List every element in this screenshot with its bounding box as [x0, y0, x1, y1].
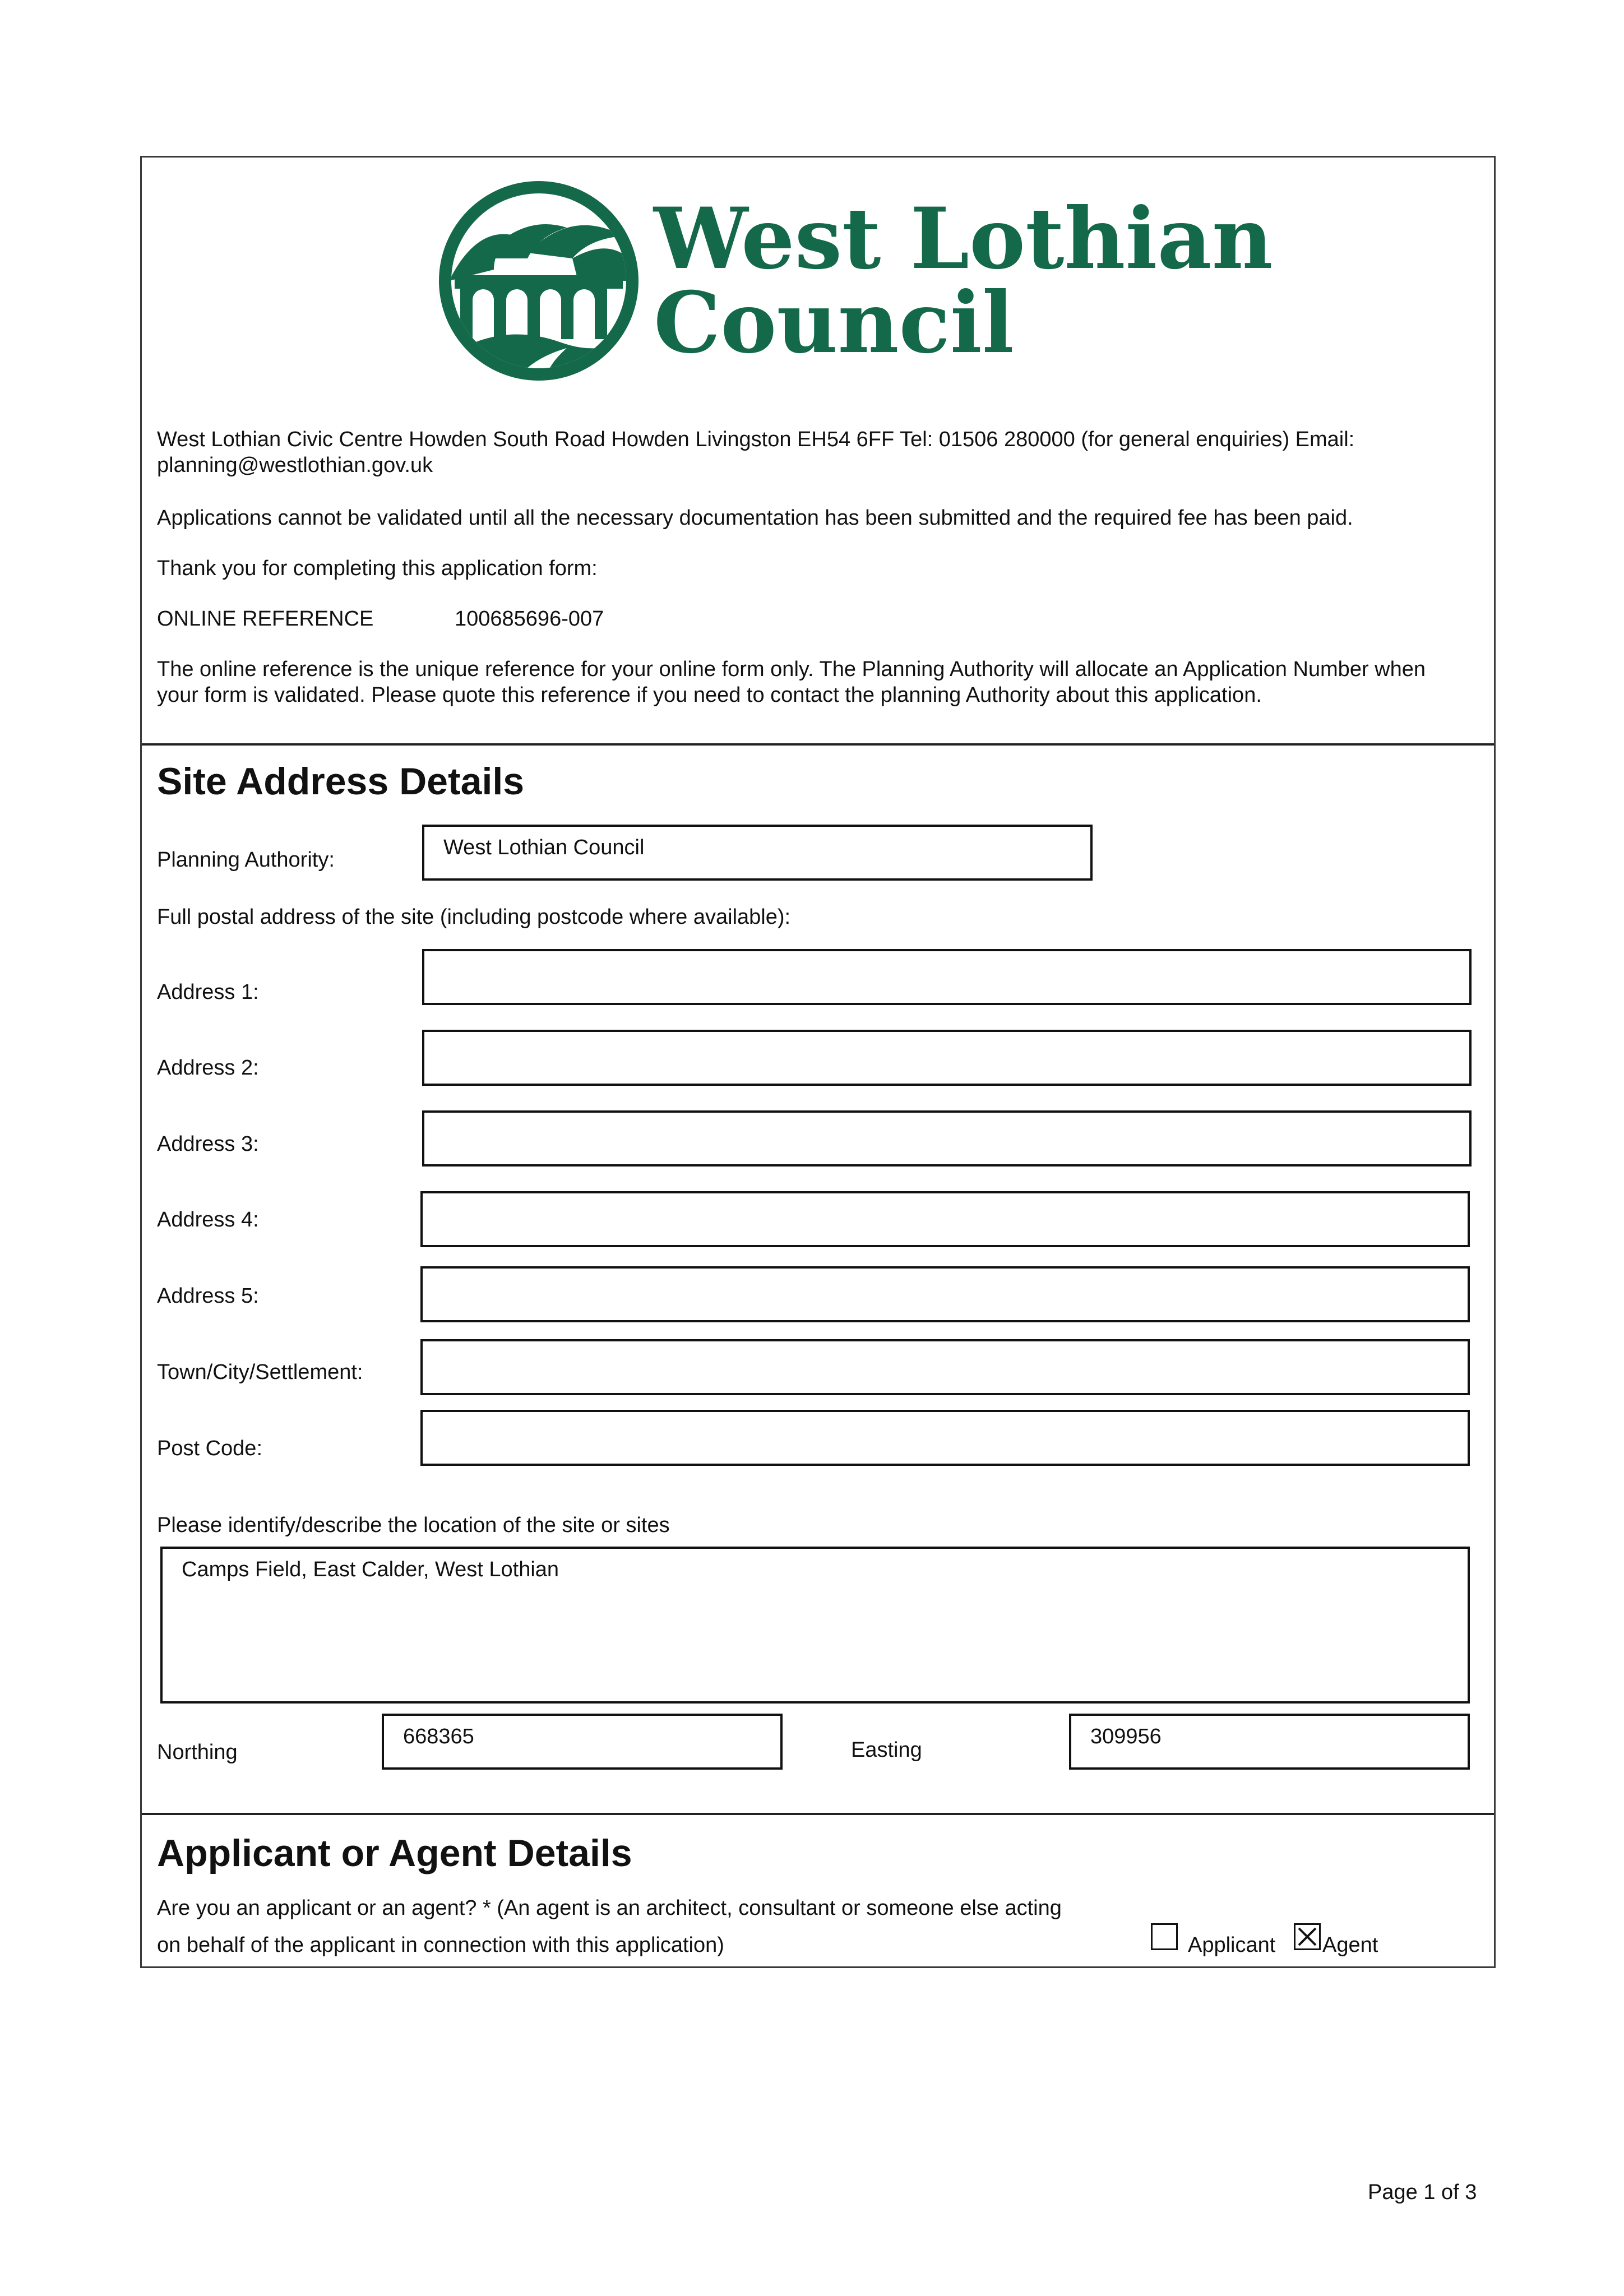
validation-note: Applications cannot be validated until all the necessary documentation has been submitted and the required fee has been paid. — [157, 506, 1353, 530]
easting-label: Easting — [851, 1738, 922, 1762]
page-number: Page 1 of 3 — [1368, 2181, 1477, 2204]
town-label: Town/City/Settlement: — [157, 1360, 363, 1384]
easting-value: 309956 — [1090, 1725, 1162, 1748]
northing-label: Northing — [157, 1740, 238, 1764]
applicant-heading: Applicant or Agent Details — [157, 1832, 632, 1874]
form-frame — [140, 156, 1496, 1968]
planning-authority-value: West Lothian Council — [443, 836, 645, 859]
council-logo — [432, 174, 1273, 382]
site-address-heading: Site Address Details — [157, 760, 525, 803]
online-reference-value: 100685696-007 — [455, 607, 604, 631]
postcode-label: Post Code: — [157, 1437, 262, 1460]
town-field[interactable] — [420, 1339, 1470, 1395]
full-address-prompt: Full postal address of the site (including postcode where available): — [157, 905, 791, 929]
address-line2: planning@westlothian.gov.uk — [157, 453, 433, 477]
address2-label: Address 2: — [157, 1056, 259, 1080]
address5-label: Address 5: — [157, 1284, 259, 1308]
reference-note-line1: The online reference is the unique reference for your online form only. The Planning Authority will allocate an Application Number when — [157, 658, 1426, 681]
section-divider — [142, 1813, 1494, 1815]
planning-authority-label: Planning Authority: — [157, 848, 335, 872]
logo-line1: West Lothian — [654, 189, 1273, 288]
online-reference-label: ONLINE REFERENCE — [157, 607, 374, 631]
address2-field[interactable] — [422, 1030, 1472, 1086]
location-textarea[interactable] — [160, 1547, 1470, 1704]
northing-field[interactable] — [382, 1714, 783, 1770]
thanks-text: Thank you for completing this application form: — [157, 557, 598, 580]
address4-field[interactable] — [420, 1191, 1470, 1247]
address3-label: Address 3: — [157, 1132, 259, 1156]
applicant-question-line1: Are you an applicant or an agent? * (An agent is an architect, consultant or someone else acting — [157, 1896, 1062, 1920]
address3-field[interactable] — [422, 1110, 1472, 1166]
applicant-option-label: Applicant — [1188, 1933, 1276, 1957]
address-line1: West Lothian Civic Centre Howden South Road Howden Livingston EH54 6FF Tel: 01506 280000 (for general enquiries) Email: — [157, 428, 1355, 451]
location-prompt: Please identify/describe the location of the site or sites — [157, 1513, 670, 1537]
address4-label: Address 4: — [157, 1208, 259, 1232]
applicant-checkbox[interactable] — [1151, 1923, 1178, 1950]
address5-field[interactable] — [420, 1266, 1470, 1322]
reference-note-line2: your form is validated. Please quote this reference if you need to contact the planning Authority about this application. — [157, 683, 1262, 707]
logo-line2: Council — [654, 274, 1014, 372]
agent-option-label: Agent — [1322, 1933, 1378, 1957]
planning-authority-field[interactable] — [422, 825, 1093, 881]
address1-label: Address 1: — [157, 980, 259, 1004]
postcode-field[interactable] — [420, 1410, 1470, 1466]
council-emblem-icon — [432, 174, 645, 387]
applicant-question-line2: on behalf of the applicant in connection with this application) — [157, 1933, 724, 1957]
checked-x-icon — [1296, 1925, 1319, 1948]
location-value: Camps Field, East Calder, West Lothian — [182, 1558, 559, 1581]
agent-checkbox[interactable] — [1294, 1923, 1321, 1950]
section-divider — [142, 743, 1494, 746]
address1-field[interactable] — [422, 949, 1472, 1005]
northing-value: 668365 — [403, 1725, 474, 1748]
easting-field[interactable] — [1069, 1714, 1470, 1770]
